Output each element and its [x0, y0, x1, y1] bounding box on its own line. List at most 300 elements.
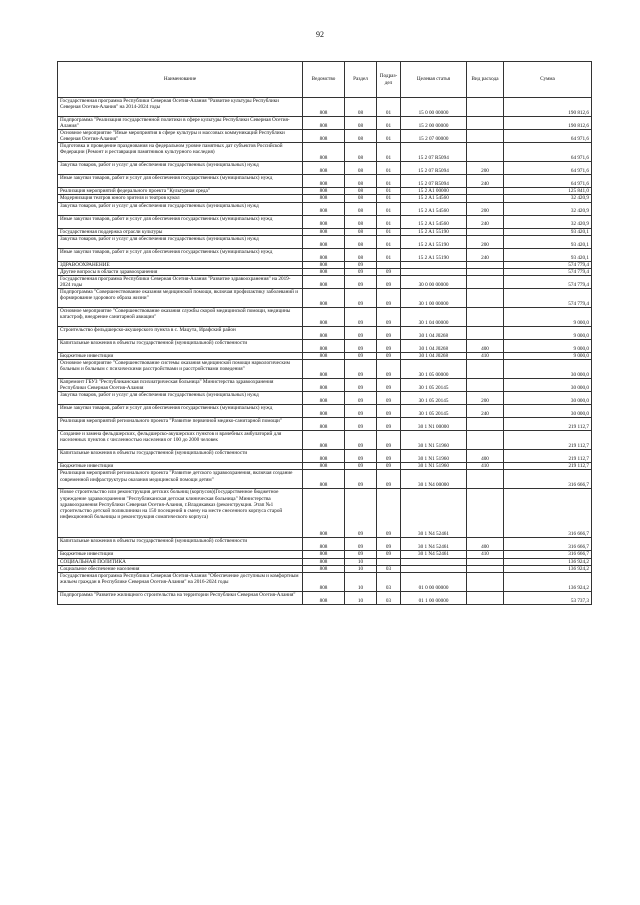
table-row [58, 405, 592, 418]
header-section: Раздел [345, 62, 377, 98]
row-name: Подготовка и проведение празднования на федеральном уровне памятных дат субъектов Российской Федерации (Ремонт и реставрация памятников культурного наследия) [58, 143, 303, 162]
row-target-article: 30 1 N1 51960 [401, 431, 467, 450]
row-department: 808 [303, 392, 345, 405]
row-amount: 219 112,7 [504, 431, 592, 450]
row-department: 808 [303, 489, 345, 538]
row-target-article [401, 268, 467, 275]
row-expense-type [467, 117, 504, 130]
row-expense-type [467, 431, 504, 450]
row-subsection: 01 [377, 98, 401, 117]
row-expense-type: 240 [467, 175, 504, 188]
row-department: 808 [303, 175, 345, 188]
row-amount: 219 112,7 [504, 463, 592, 470]
row-department: 808 [303, 228, 345, 235]
row-department: 808 [303, 418, 345, 431]
row-target-article: 15 2 07 00000 [401, 130, 467, 143]
row-amount: 190 812,6 [504, 98, 592, 117]
row-section: 08 [345, 130, 377, 143]
row-name: Основное мероприятие "Совершенствование оказания службы скорой медицинской помощи, медицины катастроф, внедрение санитарной авиации" [58, 308, 303, 327]
row-department: 808 [303, 551, 345, 558]
row-subsection: 09 [377, 327, 401, 340]
row-subsection: 09 [377, 470, 401, 489]
row-amount: 574 779,4 [504, 275, 592, 288]
table-row [58, 327, 592, 340]
row-section: 09 [345, 353, 377, 360]
row-expense-type [467, 188, 504, 195]
row-department: 808 [303, 450, 345, 463]
row-target-article: 30 1 00 00000 [401, 289, 467, 308]
table-row [58, 289, 592, 308]
table-row [58, 392, 592, 405]
row-name: Модернизация театров юного зрителя и театров кукол [58, 195, 303, 202]
row-name: Капремонт ГБУЗ "Республиканская психиатрическая больница" Министерства здравоохранения Республики Северная Осетия-Алания [58, 379, 303, 392]
row-name: Иные закупки товаров, работ и услуг для обеспечения государственных (муниципальных) нужд [58, 405, 303, 418]
row-name: Государственная программа Республики Северная Осетия-Алания "Развитие здравоохранения" на 2019-2024 годы [58, 275, 303, 288]
row-section: 08 [345, 248, 377, 261]
row-section: 10 [345, 565, 377, 572]
row-subsection: 09 [377, 289, 401, 308]
row-target-article: 30 1 04 J0268 [401, 353, 467, 360]
row-expense-type [467, 327, 504, 340]
row-subsection: 01 [377, 248, 401, 261]
row-target-article: 30 1 N1 51960 [401, 463, 467, 470]
row-target-article: 30 1 N4 52461 [401, 538, 467, 551]
row-department: 808 [303, 360, 345, 379]
row-target-article: 15 2 A1 55190 [401, 228, 467, 235]
row-section: 08 [345, 117, 377, 130]
row-name: Создание и замена фельдшерских, фельдшерско-акушерских пунктов и врачебных амбулаторий для населенных пунктов с численностью населения от 100 до 2000 человек [58, 431, 303, 450]
row-subsection: 09 [377, 275, 401, 288]
table-row [58, 463, 592, 470]
row-subsection: 09 [377, 392, 401, 405]
row-subsection: 01 [377, 143, 401, 162]
table-row [58, 340, 592, 353]
row-name: Закупка товаров, работ и услуг для обеспечения государственных (муниципальных) нужд [58, 392, 303, 405]
page-number: 92 [316, 30, 324, 39]
row-subsection: 01 [377, 162, 401, 175]
row-name: Основное мероприятие "Совершенствование системы оказания медицинской помощи наркологическим больным и больным с психическими расстройствами и расстройствами поведения" [58, 360, 303, 379]
row-name: Основное мероприятие "Иные мероприятия в сфере культуры и массовых коммуникаций Республики Северная Осетия-Алания" [58, 130, 303, 143]
row-target-article: 30 1 05 00000 [401, 360, 467, 379]
row-amount: 9 000,0 [504, 327, 592, 340]
row-department: 808 [303, 215, 345, 228]
row-target-article: 15 2 A1 55190 [401, 235, 467, 248]
row-amount: 32 420,9 [504, 202, 592, 215]
row-name: Иные закупки товаров, работ и услуг для обеспечения государственных (муниципальных) нужд [58, 248, 303, 261]
row-subsection: 09 [377, 308, 401, 327]
table-row [58, 143, 592, 162]
row-amount: 125 841,0 [504, 188, 592, 195]
row-section: 08 [345, 175, 377, 188]
row-name: Бюджетные инвестиции [58, 353, 303, 360]
table-row [58, 195, 592, 202]
row-subsection: 09 [377, 463, 401, 470]
row-department: 808 [303, 379, 345, 392]
row-amount: 574 779,4 [504, 261, 592, 268]
table-row [58, 268, 592, 275]
table-row [58, 235, 592, 248]
row-expense-type [467, 308, 504, 327]
row-name: Государственная поддержка отрасли культуры [58, 228, 303, 235]
row-expense-type: 240 [467, 405, 504, 418]
row-target-article: 30 1 05 20145 [401, 392, 467, 405]
row-name: Капитальные вложения в объекты государственной (муниципальной) собственности [58, 450, 303, 463]
row-department: 808 [303, 463, 345, 470]
table-row [58, 275, 592, 288]
row-amount: 190 812,6 [504, 117, 592, 130]
row-expense-type [467, 565, 504, 572]
row-section: 10 [345, 558, 377, 565]
row-department: 808 [303, 558, 345, 565]
row-target-article: 01 0 00 00000 [401, 572, 467, 591]
row-section: 09 [345, 405, 377, 418]
row-section: 09 [345, 360, 377, 379]
table-row [58, 418, 592, 431]
row-name: Подпрограмма "Совершенствование оказания медицинской помощи, включая профилактику заболеваний и формирование здорового образа жизни" [58, 289, 303, 308]
row-amount: 53 737,3 [504, 591, 592, 604]
row-expense-type: 400 [467, 538, 504, 551]
row-section: 09 [345, 418, 377, 431]
row-subsection: 01 [377, 215, 401, 228]
row-department: 808 [303, 353, 345, 360]
table-header-row [58, 62, 592, 98]
row-expense-type [467, 268, 504, 275]
row-expense-type: 200 [467, 202, 504, 215]
header-subsection: Подраз-дел [377, 62, 401, 98]
row-amount: 316 666,7 [504, 470, 592, 489]
row-section: 08 [345, 162, 377, 175]
row-department: 808 [303, 289, 345, 308]
row-amount: 30 000,0 [504, 392, 592, 405]
row-target-article: 15 2 00 00000 [401, 117, 467, 130]
row-department: 808 [303, 143, 345, 162]
row-subsection: 01 [377, 175, 401, 188]
row-subsection [377, 558, 401, 565]
row-amount: 574 779,4 [504, 289, 592, 308]
row-expense-type: 410 [467, 551, 504, 558]
row-target-article: 30 1 04 J0268 [401, 340, 467, 353]
row-section: 08 [345, 235, 377, 248]
row-name: Капитальные вложения в объекты государственной (муниципальной) собственности [58, 538, 303, 551]
row-amount: 32 420,9 [504, 195, 592, 202]
row-target-article: 30 0 00 00000 [401, 275, 467, 288]
row-department: 808 [303, 248, 345, 261]
row-department: 808 [303, 565, 345, 572]
budget-table [57, 61, 592, 605]
row-expense-type: 410 [467, 463, 504, 470]
row-expense-type: 240 [467, 248, 504, 261]
row-department: 808 [303, 98, 345, 117]
row-amount: 574 779,4 [504, 268, 592, 275]
row-department: 808 [303, 327, 345, 340]
row-subsection: 03 [377, 591, 401, 604]
row-section: 08 [345, 143, 377, 162]
header-amount: Сумма [504, 62, 592, 98]
row-name: Закупка товаров, работ и услуг для обеспечения государственных (муниципальных) нужд [58, 202, 303, 215]
row-expense-type [467, 228, 504, 235]
row-department: 808 [303, 431, 345, 450]
row-section: 09 [345, 340, 377, 353]
table-row [58, 228, 592, 235]
header-name: Наименование [58, 62, 303, 98]
row-name: Подпрограмма "Реализация государственной политики в сфере культуры Республики Северная Осетия-Алания" [58, 117, 303, 130]
row-amount: 64 971,6 [504, 175, 592, 188]
row-name: СОЦИАЛЬНАЯ ПОЛИТИКА [58, 558, 303, 565]
row-target-article: 30 1 04 J0268 [401, 327, 467, 340]
table-row [58, 353, 592, 360]
table-row [58, 130, 592, 143]
row-section: 08 [345, 188, 377, 195]
row-expense-type: 200 [467, 235, 504, 248]
row-department: 808 [303, 195, 345, 202]
table-row [58, 591, 592, 604]
row-department: 808 [303, 308, 345, 327]
row-target-article: 15 2 A1 55190 [401, 248, 467, 261]
row-section: 09 [345, 450, 377, 463]
row-amount: 316 666,7 [504, 551, 592, 558]
row-expense-type [467, 558, 504, 565]
row-section: 08 [345, 228, 377, 235]
row-name: Реализация мероприятий федерального проекта "Культурная среда" [58, 188, 303, 195]
row-target-article [401, 558, 467, 565]
table-row [58, 489, 592, 538]
row-subsection: 09 [377, 340, 401, 353]
row-section: 09 [345, 551, 377, 558]
row-subsection: 01 [377, 235, 401, 248]
row-expense-type [467, 591, 504, 604]
row-subsection: 09 [377, 538, 401, 551]
header-target-article: Целевая статья [401, 62, 467, 98]
row-subsection: 09 [377, 405, 401, 418]
row-expense-type [467, 195, 504, 202]
row-target-article: 15 2 A1 00000 [401, 188, 467, 195]
header-department: Ведомство [303, 62, 345, 98]
table-row [58, 308, 592, 327]
row-expense-type: 400 [467, 340, 504, 353]
row-subsection: 01 [377, 195, 401, 202]
row-target-article: 15 2 07 R5094 [401, 162, 467, 175]
row-amount: 219 112,7 [504, 418, 592, 431]
row-section: 09 [345, 463, 377, 470]
table-row [58, 538, 592, 551]
row-target-article: 30 1 04 00000 [401, 308, 467, 327]
row-section: 09 [345, 327, 377, 340]
table-row [58, 202, 592, 215]
row-section: 09 [345, 392, 377, 405]
row-target-article: 30 1 05 20145 [401, 405, 467, 418]
row-amount: 30 000,0 [504, 379, 592, 392]
row-section: 10 [345, 591, 377, 604]
row-subsection: 01 [377, 228, 401, 235]
header-expense-type: Вид расхода [467, 62, 504, 98]
row-target-article: 15 2 07 R5094 [401, 175, 467, 188]
row-section: 09 [345, 431, 377, 450]
row-department: 808 [303, 591, 345, 604]
row-amount: 64 971,6 [504, 130, 592, 143]
row-section: 09 [345, 379, 377, 392]
row-amount: 64 971,6 [504, 162, 592, 175]
row-department: 808 [303, 340, 345, 353]
row-expense-type [467, 98, 504, 117]
row-department: 808 [303, 275, 345, 288]
row-target-article: 30 1 N4 00000 [401, 470, 467, 489]
row-amount: 136 924,2 [504, 572, 592, 591]
table-row [58, 215, 592, 228]
row-target-article: 15 2 A1 54560 [401, 195, 467, 202]
row-department: 808 [303, 130, 345, 143]
row-department: 808 [303, 117, 345, 130]
row-expense-type [467, 289, 504, 308]
row-subsection: 09 [377, 379, 401, 392]
table-row [58, 572, 592, 591]
row-target-article: 15 2 A1 54560 [401, 202, 467, 215]
row-target-article: 01 1 00 00000 [401, 591, 467, 604]
row-department: 808 [303, 261, 345, 268]
row-amount: 9 000,0 [504, 308, 592, 327]
row-name: Иные закупки товаров, работ и услуг для обеспечения государственных (муниципальных) нужд [58, 215, 303, 228]
row-subsection: 09 [377, 360, 401, 379]
table-row [58, 162, 592, 175]
table-row [58, 360, 592, 379]
row-section: 09 [345, 289, 377, 308]
row-subsection: 03 [377, 572, 401, 591]
row-name: Бюджетные инвестиции [58, 463, 303, 470]
row-target-article: 15 2 07 R5094 [401, 143, 467, 162]
row-expense-type [467, 143, 504, 162]
row-expense-type: 200 [467, 392, 504, 405]
row-name: Реализация мероприятий регионального проекта "Развитие детского здравоохранения, включая создание современной инфраструктуры оказания медицинской помощи детям" [58, 470, 303, 489]
row-section: 08 [345, 202, 377, 215]
row-expense-type: 400 [467, 450, 504, 463]
row-target-article [401, 565, 467, 572]
row-department: 808 [303, 268, 345, 275]
row-amount: 64 971,6 [504, 143, 592, 162]
row-name: Бюджетные инвестиции [58, 551, 303, 558]
table-row [58, 558, 592, 565]
row-amount: 30 000,0 [504, 360, 592, 379]
row-department: 808 [303, 470, 345, 489]
row-subsection [377, 261, 401, 268]
row-name: Иные закупки товаров, работ и услуг для обеспечения государственных (муниципальных) нужд [58, 175, 303, 188]
row-subsection: 09 [377, 489, 401, 538]
row-expense-type: 410 [467, 353, 504, 360]
row-name: Капитальные вложения в объекты государственной (муниципальной) собственности [58, 340, 303, 353]
row-target-article [401, 261, 467, 268]
row-target-article: 30 1 N4 52461 [401, 551, 467, 558]
row-expense-type: 240 [467, 215, 504, 228]
row-section: 08 [345, 215, 377, 228]
table-row [58, 431, 592, 450]
row-section: 10 [345, 572, 377, 591]
row-name: Реализация мероприятий регионального проекта "Развитие первичной медико-санитарной помощи" [58, 418, 303, 431]
row-amount: 219 112,7 [504, 450, 592, 463]
row-expense-type [467, 489, 504, 538]
row-name: Социальное обеспечение населения [58, 565, 303, 572]
row-amount: 93 420,1 [504, 235, 592, 248]
row-expense-type: 200 [467, 162, 504, 175]
row-subsection: 09 [377, 551, 401, 558]
row-expense-type [467, 275, 504, 288]
row-amount: 93 420,1 [504, 248, 592, 261]
row-expense-type [467, 418, 504, 431]
row-subsection: 01 [377, 202, 401, 215]
row-expense-type [467, 470, 504, 489]
row-name: ЗДРАВООХРАНЕНИЕ [58, 261, 303, 268]
row-amount: 316 666,7 [504, 538, 592, 551]
row-department: 808 [303, 202, 345, 215]
row-department: 808 [303, 572, 345, 591]
row-name: Государственная программа Республики Северная Осетия-Алания "Обеспечение доступным и комфортным жильем граждан в Республике Северная Осетия-Алания" на 2016-2024 годы [58, 572, 303, 591]
table-row [58, 450, 592, 463]
table-row [58, 248, 592, 261]
row-name: Новое строительство или реконструкция детских больниц (корпусов)(Государственное бюджетное учреждение здравоохранения "Республиканская детская клиническая больница" Министерства здравоохранения Республики Северная Осетия-Алания, г.Владикавказ (реконструкция. Этап №1 строительство детской поликлиники на 150 посещений в смену на месте снесенного корпуса старой инфекционной больницы и реконструкция соматического корпуса) [58, 489, 303, 538]
row-subsection: 09 [377, 418, 401, 431]
row-target-article: 30 1 05 20145 [401, 379, 467, 392]
row-name: Строительство фельдшерско-акушерского пункта в с. Мацута, Ирафский район [58, 327, 303, 340]
row-department: 808 [303, 538, 345, 551]
row-target-article: 15 2 A1 54560 [401, 215, 467, 228]
row-name: Закупка товаров, работ и услуг для обеспечения государственных (муниципальных) нужд [58, 162, 303, 175]
row-subsection: 03 [377, 565, 401, 572]
row-section: 09 [345, 538, 377, 551]
row-expense-type [467, 379, 504, 392]
row-name: Государственная программа Республики Северная Осетия-Алания "Развитие культуры Республики Северная Осетия-Алания" на 2014-2024 годы [58, 98, 303, 117]
row-section: 08 [345, 195, 377, 202]
row-name: Другие вопросы в области здравоохранения [58, 268, 303, 275]
row-subsection: 09 [377, 450, 401, 463]
row-subsection: 01 [377, 188, 401, 195]
table-row [58, 565, 592, 572]
row-expense-type [467, 130, 504, 143]
row-section: 09 [345, 489, 377, 538]
table-row [58, 117, 592, 130]
row-subsection: 09 [377, 353, 401, 360]
table-row [58, 379, 592, 392]
row-subsection: 09 [377, 431, 401, 450]
row-expense-type [467, 261, 504, 268]
row-amount: 136 924,2 [504, 565, 592, 572]
row-target-article: 30 1 N1 51960 [401, 450, 467, 463]
row-section: 09 [345, 308, 377, 327]
row-name: Подпрограмма "Развитие жилищного строительства на территории Республики Северная Осетия-Алания" [58, 591, 303, 604]
row-amount: 9 000,0 [504, 353, 592, 360]
table-row [58, 175, 592, 188]
row-department: 808 [303, 162, 345, 175]
table-row [58, 470, 592, 489]
row-target-article: 30 1 N1 00000 [401, 418, 467, 431]
row-section: 08 [345, 98, 377, 117]
row-expense-type [467, 360, 504, 379]
table-row [58, 188, 592, 195]
row-subsection: 01 [377, 117, 401, 130]
table-row [58, 98, 592, 117]
row-target-article: 30 1 N4 52461 [401, 489, 467, 538]
row-amount: 32 420,9 [504, 215, 592, 228]
row-department: 808 [303, 235, 345, 248]
row-name: Закупка товаров, работ и услуг для обеспечения государственных (муниципальных) нужд [58, 235, 303, 248]
row-amount: 136 924,2 [504, 558, 592, 565]
row-section: 09 [345, 470, 377, 489]
row-amount: 316 666,7 [504, 489, 592, 538]
table-row [58, 261, 592, 268]
row-section: 09 [345, 275, 377, 288]
row-target-article: 15 0 00 00000 [401, 98, 467, 117]
row-subsection: 09 [377, 268, 401, 275]
row-section: 09 [345, 268, 377, 275]
row-department: 808 [303, 405, 345, 418]
row-expense-type [467, 572, 504, 591]
row-amount: 30 000,0 [504, 405, 592, 418]
